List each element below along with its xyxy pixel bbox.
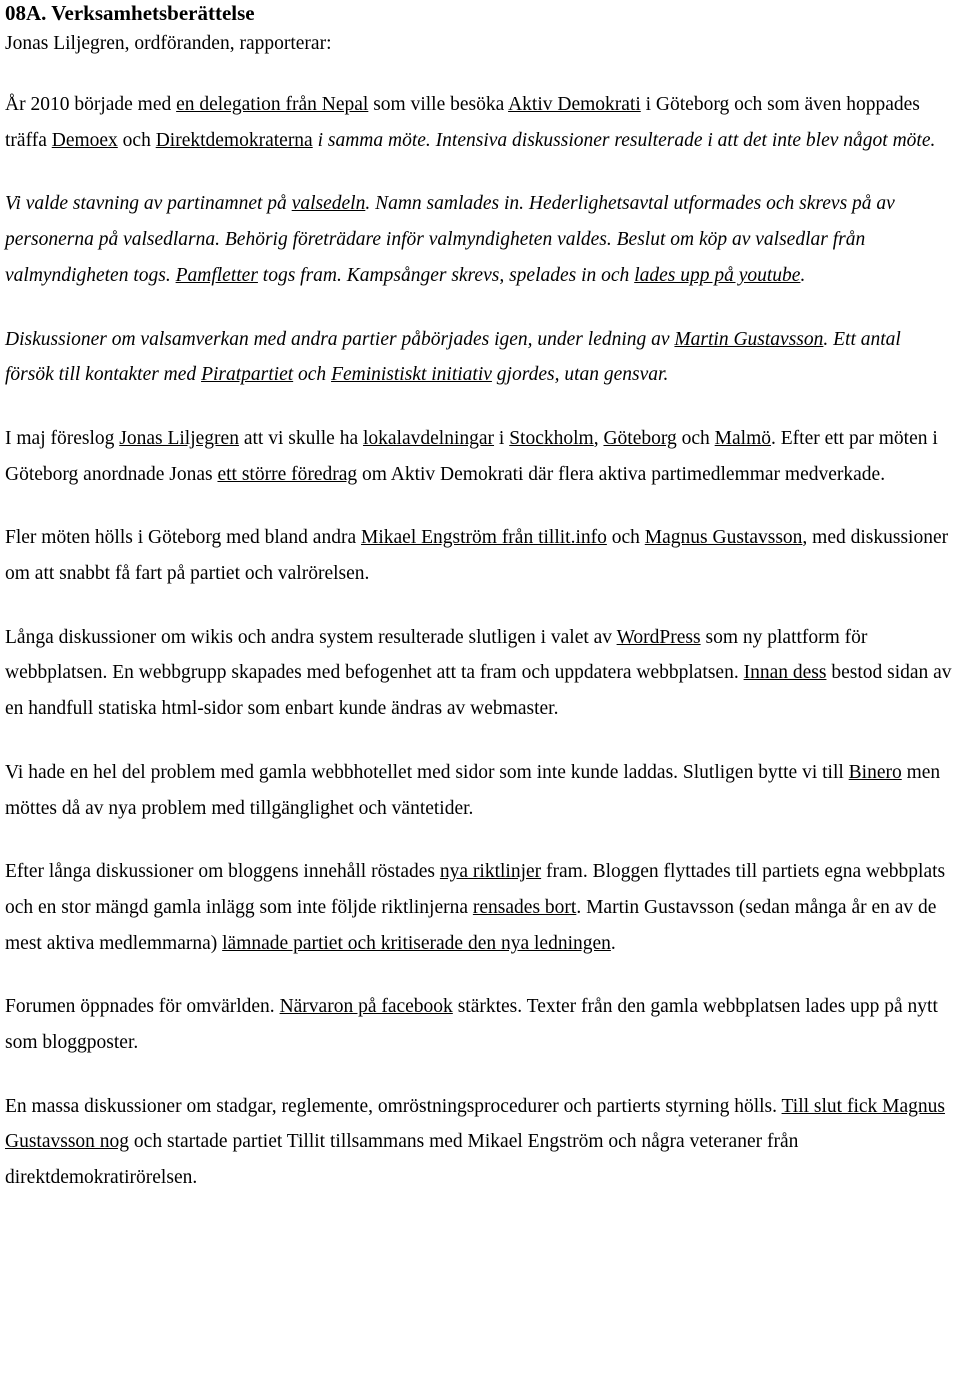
paragraph-text: och bbox=[293, 364, 332, 386]
paragraph-text: Intensiva diskussioner resulterade i att det inte blev något möte. bbox=[435, 129, 936, 151]
paragraph-wordpress bbox=[5, 620, 954, 727]
paragraph-text: i samma möte. bbox=[312, 129, 436, 151]
link-mikael-engstrom-fran-tillit-info[interactable]: Mikael Engström från tillit.info bbox=[361, 527, 607, 549]
link-piratpartiet[interactable]: Piratpartiet bbox=[201, 364, 294, 386]
link-lokalavdelningar[interactable]: lokalavdelningar bbox=[362, 427, 495, 449]
link-pamfletter[interactable]: Pamfletter bbox=[175, 264, 258, 286]
link-aktiv-demokrati[interactable]: Aktiv Demokrati bbox=[508, 94, 641, 115]
paragraph-text: . bbox=[610, 932, 616, 954]
paragraph-text: och bbox=[676, 427, 715, 449]
paragraph-blogg-riktlinjer bbox=[5, 854, 954, 961]
paragraph-text: togs fram. Kampsånger skrevs, spelades in och bbox=[257, 264, 635, 286]
paragraph-text: . Namn samlades in. Hederlighetsavtal utformades och skrevs på av personerna på valsedlarna. Behörig företrädare inför valmyndigheten valdes. Beslut om köp av valsedlar från valmyndigheten togs. bbox=[5, 193, 895, 286]
link-demoex[interactable]: Demoex bbox=[51, 129, 118, 151]
paragraph-text: . Efter ett par möten i Göteborg anordnade Jonas bbox=[5, 427, 938, 485]
link-goteborg[interactable]: Göteborg bbox=[603, 427, 677, 449]
report-byline: Jonas Liljegren, ordföranden, rapporterar: bbox=[5, 33, 332, 54]
paragraph-text: som ville besöka bbox=[368, 94, 509, 115]
paragraph-text: . Martin Gustavsson (sedan många år en av de mest aktiva medlemmarna) bbox=[5, 896, 937, 954]
paragraph-text: År 2010 började med bbox=[5, 94, 177, 115]
document-heading: 08A. Verksamhetsberättelse bbox=[5, 1, 255, 25]
link-jonas-liljegren[interactable]: Jonas Liljegren bbox=[119, 427, 239, 449]
paragraph-valsamverkan bbox=[5, 322, 954, 393]
paragraph-text: men möttes då av nya problem med tillgänglighet och väntetider. bbox=[5, 761, 941, 819]
paragraph-stadgar bbox=[5, 1089, 954, 1196]
paragraph-text: Efter långa diskussioner om bloggens innehåll röstades bbox=[5, 861, 440, 883]
paragraph-forum-facebook bbox=[5, 989, 954, 1060]
link-martin-gustavsson[interactable]: Martin Gustavsson bbox=[674, 328, 824, 350]
paragraph-text: I maj föreslog bbox=[5, 427, 120, 449]
paragraph-text: gjordes, utan gensvar. bbox=[491, 364, 669, 386]
link-valsedeln[interactable]: valsedeln bbox=[291, 193, 366, 215]
link-ett-storre-foredrag[interactable]: ett större föredrag bbox=[217, 463, 358, 485]
paragraph-text: , bbox=[593, 427, 604, 449]
link-en-delegation-fran-nepal[interactable]: en delegation från Nepal bbox=[176, 94, 369, 115]
paragraph-text: som ny plattform för webbplatsen. En webbgrupp skapades med befogenhet att ta fram och uppdatera webbplatsen. bbox=[5, 626, 868, 684]
paragraph-text: bestod sidan av en handfull statiska html-sidor som enbart kunde ändras av webmaster. bbox=[5, 662, 952, 720]
paragraph-text: fram. Bloggen flyttades till partiets egna webbplats och en stor mängd gamla inlägg som inte följde riktlinjerna bbox=[5, 861, 946, 918]
paragraph-text: En massa diskussioner om stadgar, reglemente, omröstningsprocedurer och partierts styrning hölls. bbox=[5, 1095, 782, 1117]
paragraph-text: , med diskussioner om att snabbt få fart på partiet och valrörelsen. bbox=[5, 527, 949, 585]
link-malmo[interactable]: Malmö bbox=[714, 427, 772, 449]
paragraph-text: och bbox=[606, 527, 645, 549]
paragraph-lokalavdelningar bbox=[5, 421, 954, 492]
link-feministiskt-initiativ[interactable]: Feministiskt initiativ bbox=[331, 364, 492, 386]
paragraph-valsedel bbox=[5, 186, 954, 293]
link-rensades-bort[interactable]: rensades bort bbox=[472, 896, 577, 918]
paragraph-fler-moten bbox=[5, 520, 954, 591]
paragraph-text: Vi valde stavning av partinamnet på bbox=[5, 193, 292, 215]
link-binero[interactable]: Binero bbox=[848, 761, 902, 783]
paragraph-text: och bbox=[117, 129, 156, 151]
paragraph-text: om Aktiv Demokrati där flera aktiva partimedlemmar medverkade. bbox=[357, 463, 886, 485]
link-direktdemokraterna[interactable]: Direktdemokraterna bbox=[155, 129, 313, 151]
paragraph-webbhotell bbox=[5, 755, 954, 826]
paragraph-text: Diskussioner om valsamverkan med andra partier påbörjades igen, under ledning av bbox=[5, 328, 675, 350]
paragraph-text: . Ett antal försök till kontakter med bbox=[5, 328, 901, 386]
link-wordpress[interactable]: WordPress bbox=[616, 626, 701, 648]
paragraph-text: Vi hade en hel del problem med gamla webbhotellet med sidor som inte kunde laddas. Slutligen bytte vi till bbox=[5, 761, 849, 783]
paragraph-text: Långa diskussioner om wikis och andra system resulterade slutligen i valet av bbox=[5, 626, 617, 648]
paragraph-text: och startade partiet Tillit tillsammans med Mikael Engström och några veteraner från direktdemokratirörelsen. bbox=[5, 1131, 799, 1189]
paragraph-text: i Göteborg och som även hoppades träffa bbox=[5, 94, 920, 151]
link-magnus-gustavsson[interactable]: Magnus Gustavsson bbox=[644, 527, 803, 549]
paragraph-text: Fler möten hölls i Göteborg med bland andra bbox=[5, 527, 361, 549]
link-innan-dess[interactable]: Innan dess bbox=[743, 662, 827, 684]
paragraph-text: i bbox=[494, 427, 510, 449]
link-narvaron-pa-facebook[interactable]: Närvaron på facebook bbox=[279, 996, 453, 1018]
link-nya-riktlinjer[interactable]: nya riktlinjer bbox=[439, 861, 542, 883]
link-till-slut-fick-magnus-gustavsson-nog[interactable]: Till slut fick Magnus Gustavsson nog bbox=[5, 1095, 945, 1153]
paragraph-text: stärktes. Texter från den gamla webbplatsen lades upp på nytt som bloggposter. bbox=[5, 996, 938, 1054]
link-lades-upp-pa-youtube[interactable]: lades upp på youtube bbox=[634, 264, 801, 286]
paragraph-text: Forumen öppnades för omvärlden. bbox=[5, 996, 280, 1018]
paragraph-nepal-delegation bbox=[5, 87, 954, 158]
paragraph-text: . bbox=[800, 264, 806, 286]
paragraph-text: att vi skulle ha bbox=[238, 427, 363, 449]
link-lamnade-partiet-och-kritiserade-den-nya-ledningen[interactable]: lämnade partiet och kritiserade den nya ledningen bbox=[222, 932, 611, 954]
link-stockholm[interactable]: Stockholm bbox=[509, 427, 594, 449]
